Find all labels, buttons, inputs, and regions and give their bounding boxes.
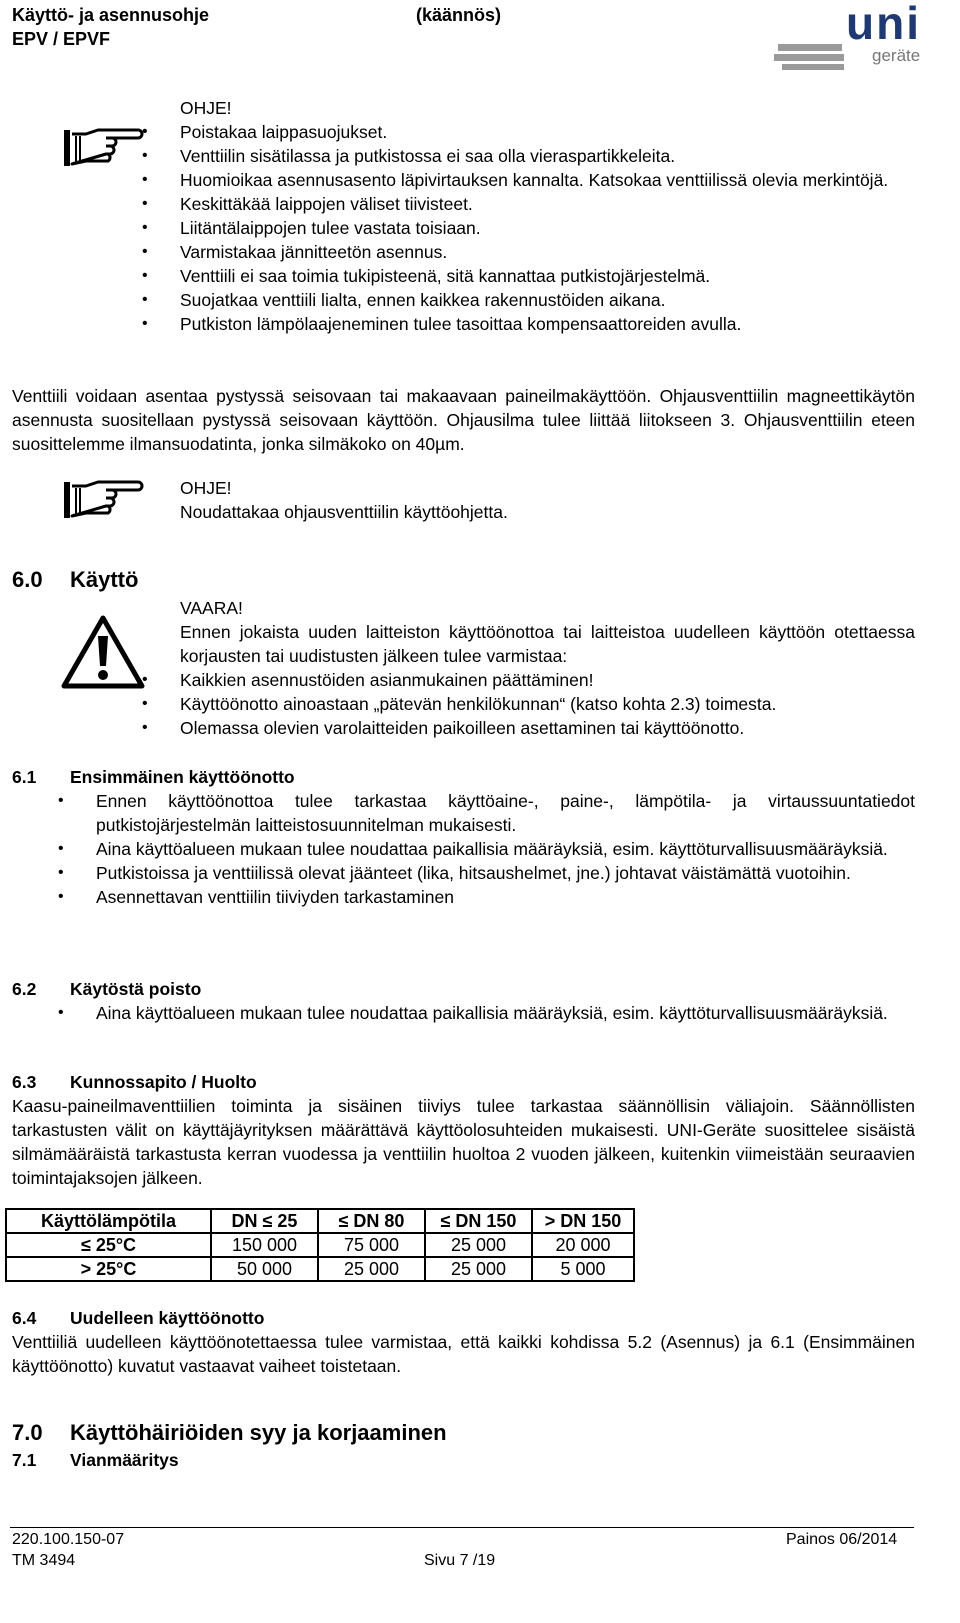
- logo-wordmark: uni: [846, 0, 921, 49]
- table-cell: 150 000: [211, 1233, 318, 1257]
- table-header-row: [6, 1209, 634, 1233]
- list-item: • Liitäntälaippojen tulee vastata toisiaan.: [136, 216, 915, 240]
- note-list: [0, 120, 915, 336]
- list-item: • Venttiili ei saa toimia tukipisteenä, sitä kannattaa putkistojärjestelmä.: [136, 264, 915, 288]
- footer-divider: [10, 1527, 914, 1528]
- list-item: • Huomioikaa asennusasento läpivirtauksen kannalta. Katsokaa venttiilissä olevia merkintöjä.: [136, 168, 915, 192]
- install-paragraph: Venttiili voidaan asentaa pystyssä seisovaan tai makaavaan paineilmakäyttöön. Ohjausventtiilin magneettikäytön asennusta suositellaan pystyssä seisovaan käyttöön. Ohjausilma tulee liittää liitokseen 3. Ohjausventtiilin eteen suosittelemme ilmansuodatinta, jonka silmäkoko on 40µm.: [12, 386, 915, 454]
- section-number: 6.2: [12, 979, 37, 999]
- table-cell: 25 000: [425, 1257, 532, 1281]
- section-title: Ensimmäinen käyttöönotto: [70, 767, 295, 787]
- list-item: • Suojatkaa venttiili lialta, ennen kaikkea rakennustöiden aikana.: [136, 288, 915, 312]
- table-cell: 5 000: [532, 1257, 634, 1281]
- section-heading-6: [12, 567, 138, 593]
- list-item: • Aina käyttöalueen mukaan tulee noudattaa paikallisia määräyksiä, esim. käyttöturvallisuusmääräyksiä.: [52, 1001, 915, 1025]
- section-number: 7.1: [12, 1450, 37, 1470]
- section-title: Vianmääritys: [70, 1450, 179, 1470]
- section-heading-7: [12, 1420, 447, 1446]
- list-item: • Käyttöönotto ainoastaan „pätevän henkilökunnan“ (katso kohta 2.3) toimesta.: [136, 692, 915, 716]
- product-code: EPV / EPVF: [12, 29, 111, 49]
- list-item: • Asennettavan venttiilin tiiviyden tarkastaminen: [52, 885, 915, 909]
- danger-list: [136, 668, 915, 740]
- list-item: • Poistakaa laippasuojukset.: [136, 120, 915, 144]
- section-heading-6-4: [12, 1306, 264, 1330]
- table-header-cell: ≤ DN 150: [425, 1209, 532, 1233]
- footer-edition: Painos 06/2014: [786, 1531, 898, 1548]
- list-item: • Keskittäkää laippojen väliset tiivisteet.: [136, 192, 915, 216]
- table-header-cell: DN ≤ 25: [211, 1209, 318, 1233]
- section-number: 6.0: [12, 567, 43, 592]
- section-number: 7.0: [12, 1420, 43, 1445]
- section-title: Käytöstä poisto: [70, 979, 202, 999]
- section-heading-6-3: [12, 1070, 257, 1094]
- danger-text: Ennen jokaista uuden laitteiston käyttöönottoa tai laitteistoa uudelleen käyttöön otettaessa korjausten tai uudistusten jälkeen tulee varmistaa:: [180, 622, 915, 666]
- section-6-2-list: [52, 1001, 915, 1025]
- table-header-cell: Käyttölämpötila: [6, 1209, 211, 1233]
- table-row: [6, 1233, 634, 1257]
- restart-paragraph: Venttiiliä uudelleen käyttöönotettaessa tulee varmistaa, että kaikki kohdissa 5.2 (Asennus) ja 6.1 (Ensimmäinen käyttöönotto) kuvatut vastaavat vaiheet toistetaan.: [12, 1332, 915, 1376]
- note-heading: OHJE!: [180, 478, 232, 498]
- section-heading-6-1: [12, 765, 295, 789]
- list-item: • Ennen käyttöönottoa tulee tarkastaa käyttöaine-, paine-, lämpötila- ja virtaussuuntatiedot putkistojärjestelmän laitteistosuunnitelman mukaisesti.: [52, 789, 915, 837]
- section-heading-7-1: [12, 1448, 179, 1472]
- table-cell: ≤ 25°C: [6, 1233, 211, 1257]
- danger-heading: VAARA!: [180, 598, 243, 618]
- footer-tm: TM 3494: [12, 1552, 76, 1569]
- note-block-2: [180, 476, 508, 524]
- note-block-1: [180, 96, 915, 336]
- footer-page-number: Sivu 7 /19: [424, 1552, 496, 1569]
- table-cell: 50 000: [211, 1257, 318, 1281]
- section-heading-6-2: [12, 977, 201, 1001]
- section-title: Uudelleen käyttöönotto: [70, 1308, 265, 1328]
- section-number: 6.4: [12, 1308, 37, 1328]
- list-item: • Kaikkien asennustöiden asianmukainen päättäminen!: [136, 668, 915, 692]
- list-item: • Putkistoissa ja venttiilissä olevat jäänteet (lika, hitsaushelmet, jne.) johtavat väistämättä vuotoihin.: [52, 861, 915, 885]
- table-cell: 25 000: [318, 1257, 425, 1281]
- section-title: Käyttöhäiriöiden syy ja korjaaminen: [70, 1420, 447, 1445]
- table-cell: 75 000: [318, 1233, 425, 1257]
- maintenance-paragraph: Kaasu-paineilmaventtiilien toiminta ja sisäinen tiiviys tulee tarkastaa säännöllisin väliajoin. Säännöllisten tarkastusten välit on käyttäjäyrityksen määrättävä käyttöolosuhteiden mukaisesti. UNI-Geräte suosittelee sisäistä silmämääräistä tarkastusta kerran vuodessa ja venttiilin huoltoa 2 vuoden jälkeen, kuitenkin viimeistään seuraavien toimintajaksojen jälkeen.: [12, 1096, 915, 1188]
- inspection-interval-table: [5, 1208, 635, 1282]
- danger-block: [180, 596, 915, 740]
- table-cell: > 25°C: [6, 1257, 211, 1281]
- document-title: Käyttö- ja asennusohje: [12, 5, 210, 25]
- table-header-cell: > DN 150: [532, 1209, 634, 1233]
- table-header-cell: ≤ DN 80: [318, 1209, 425, 1233]
- list-item: • Aina käyttöalueen mukaan tulee noudattaa paikallisia määräyksiä, esim. käyttöturvallisuusmääräyksiä.: [52, 837, 915, 861]
- header-title: [12, 5, 209, 50]
- logo-subtitle: geräte: [872, 46, 921, 65]
- section-title: Kunnossapito / Huolto: [70, 1072, 257, 1092]
- table-row: [6, 1257, 634, 1281]
- translation-label: (käännös): [416, 5, 502, 25]
- pointing-hand-icon: [62, 478, 144, 527]
- list-item: • Olemassa olevien varolaitteiden paikoilleen asettaminen tai käyttöönotto.: [136, 716, 915, 740]
- note-heading: OHJE!: [180, 98, 232, 118]
- section-title: Käyttö: [70, 567, 139, 592]
- list-item: • Venttiilin sisätilassa ja putkistossa ei saa olla vieraspartikkeleita.: [136, 144, 915, 168]
- footer-doc-number: 220.100.150-07: [12, 1531, 125, 1548]
- warning-triangle-icon: [60, 614, 146, 695]
- list-item: • Putkiston lämpölaajeneminen tulee tasoittaa kompensaattoreiden avulla.: [136, 312, 915, 336]
- note-text: Noudattakaa ohjausventtiilin käyttöohjetta.: [180, 502, 508, 522]
- section-6-1-list: [52, 789, 915, 909]
- section-number: 6.3: [12, 1072, 37, 1092]
- uni-geraete-logo: [772, 0, 922, 80]
- list-item: • Varmistakaa jännitteetön asennus.: [136, 240, 915, 264]
- section-number: 6.1: [12, 767, 37, 787]
- table-cell: 25 000: [425, 1233, 532, 1257]
- table-cell: 20 000: [532, 1233, 634, 1257]
